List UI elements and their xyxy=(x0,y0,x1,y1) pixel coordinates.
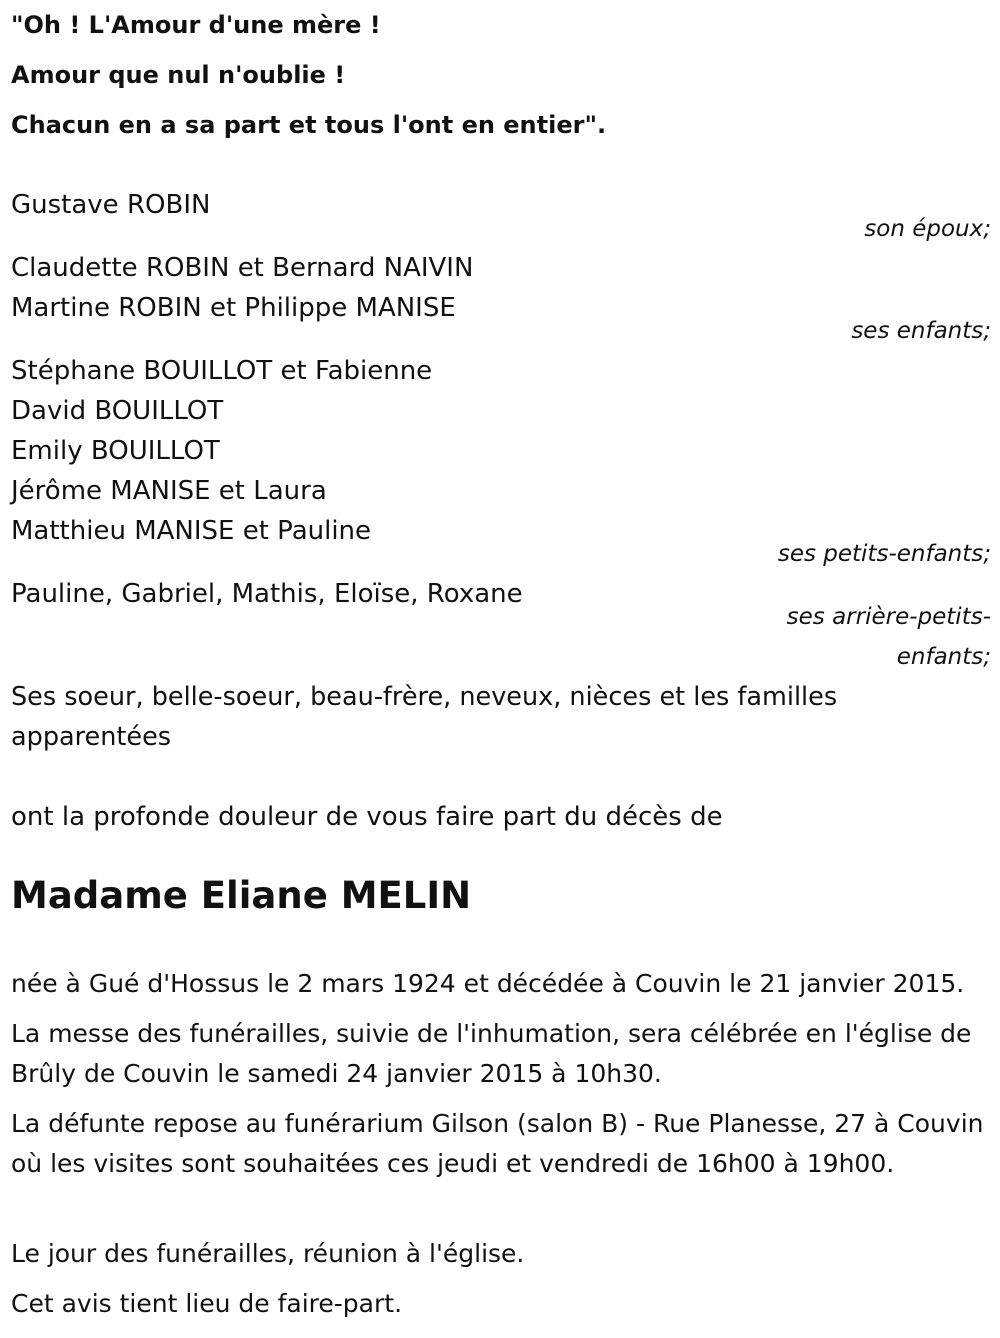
other-relatives: Ses soeur, belle-soeur, beau-frère, neveux, nièces et les familles apparentées xyxy=(11,682,838,752)
child-name: Claudette ROBIN et Bernard NAIVIN xyxy=(11,253,474,283)
funeral-mass-info: La messe des funérailles, suivie de l'inhumation, sera célébrée en l'église de Brûly de Couvin le samedi 24 janvier 2015 à 10h30. xyxy=(11,1019,972,1088)
poem-line-1: "Oh ! L'Amour d'une mère ! xyxy=(11,11,381,39)
grandchild-name: Jérôme MANISE et Laura xyxy=(11,476,327,506)
poem-line-2: Amour que nul n'oublie ! xyxy=(11,61,346,89)
great-grandchildren-names: Pauline, Gabriel, Mathis, Eloïse, Roxane xyxy=(11,579,523,609)
grandchild-name: David BOUILLOT xyxy=(11,396,224,426)
poem-line-3: Chacun en a sa part et tous l'ont en entier". xyxy=(11,111,607,139)
child-name: Martine ROBIN et Philippe MANISE xyxy=(11,293,456,323)
spouse-relation: son époux; xyxy=(864,216,991,242)
obituary-notice xyxy=(11,0,991,1338)
funerarium-info: La défunte repose au funérarium Gilson (salon B) - Rue Planesse, 27 à Couvin où les visites sont souhaitées ces jeudi et vendredi de 16h00 à 19h00. xyxy=(11,1109,984,1178)
deceased-name: Madame Eliane MELIN xyxy=(11,874,472,917)
meeting-info: Le jour des funérailles, réunion à l'église. xyxy=(11,1239,525,1268)
grandchild-name: Matthieu MANISE et Pauline xyxy=(11,516,372,546)
announcement-text: ont la profonde douleur de vous faire part du décès de xyxy=(11,802,723,832)
children-relation: ses enfants; xyxy=(851,318,991,344)
grandchild-name: Emily BOUILLOT xyxy=(11,436,220,466)
grandchildren-relation: ses petits-enfants; xyxy=(777,541,991,567)
great-grandchildren-relation-line-1: ses arrière-petits- xyxy=(786,604,991,630)
notice-info: Cet avis tient lieu de faire-part. xyxy=(11,1289,403,1318)
great-grandchildren-relation-line-2: enfants; xyxy=(896,644,991,670)
birth-death-info: née à Gué d'Hossus le 2 mars 1924 et décédée à Couvin le 21 janvier 2015. xyxy=(11,969,965,998)
spouse-name: Gustave ROBIN xyxy=(11,190,211,220)
grandchild-name: Stéphane BOUILLOT et Fabienne xyxy=(11,356,433,386)
